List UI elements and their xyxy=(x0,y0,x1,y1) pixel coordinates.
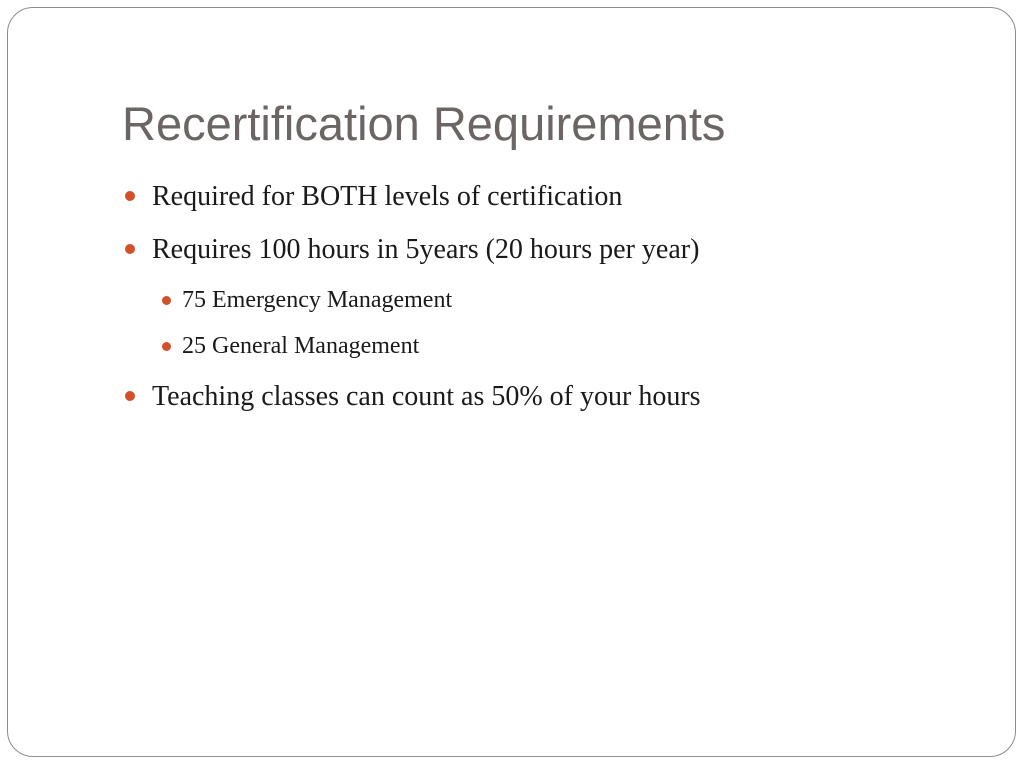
sub-bullet-item xyxy=(154,328,984,364)
bullet-dot-icon xyxy=(125,191,135,201)
bullet-text: Requires 100 hours in 5years (20 hours per year) xyxy=(152,234,700,265)
bullet-item xyxy=(124,229,984,271)
bullet-dot-icon xyxy=(125,244,135,254)
bullet-dot-icon xyxy=(162,296,171,305)
bullet-item xyxy=(124,376,984,418)
sub-bullet-item xyxy=(154,282,984,318)
sub-bullet-text: 25 General Management xyxy=(182,333,420,359)
sub-bullet-text: 75 Emergency Management xyxy=(182,287,453,313)
bullet-text: Required for BOTH levels of certification xyxy=(152,181,623,212)
bullet-text: Teaching classes can count as 50% of your hours xyxy=(152,381,701,412)
bullet-dot-icon xyxy=(125,391,135,401)
bullet-dot-icon xyxy=(162,342,171,351)
slide-title: Recertification Requirements xyxy=(122,97,726,150)
bullet-item xyxy=(124,176,984,218)
bullet-list xyxy=(124,176,984,429)
slide-frame xyxy=(7,7,1016,757)
